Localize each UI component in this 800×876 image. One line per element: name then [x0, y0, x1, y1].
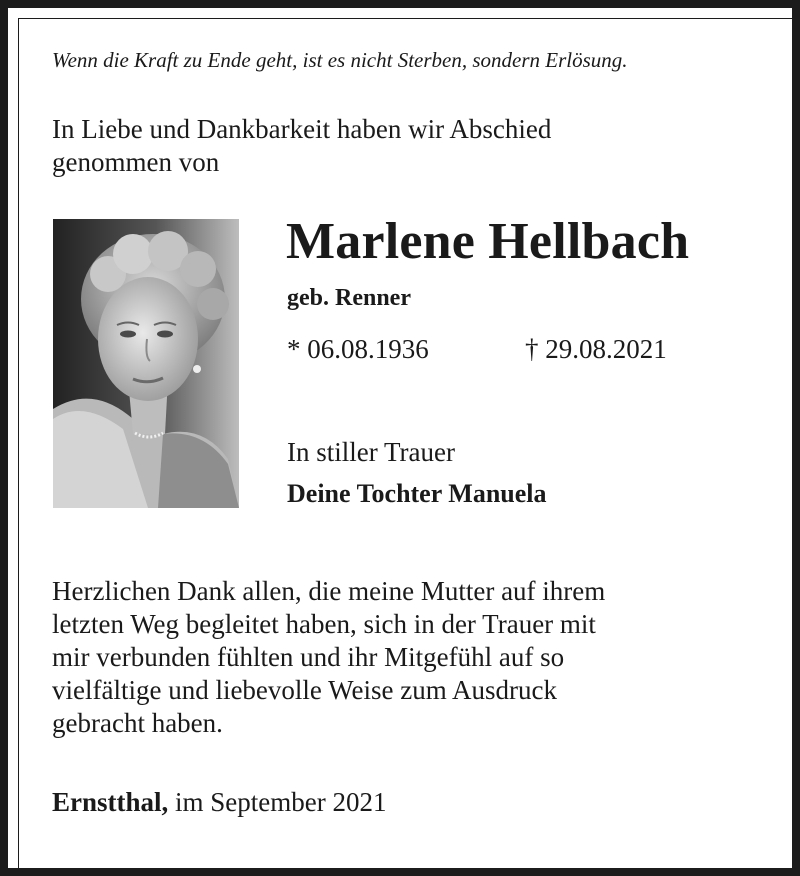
intro-line: In Liebe und Dankbarkeit haben wir Abschied — [52, 114, 552, 144]
deceased-name: Marlene Hellbach — [286, 213, 690, 270]
thanks-line: Herzlichen Dank allen, die meine Mutter auf ihrem — [52, 576, 606, 606]
portrait-photo — [53, 219, 239, 508]
place-date-line — [52, 786, 387, 818]
closing-date: im September 2021 — [168, 787, 387, 817]
portrait-image — [53, 219, 239, 508]
thanks-line: vielfältige und liebevolle Weise zum Ausdruck — [52, 675, 557, 705]
death-date: † 29.08.2021 — [525, 334, 667, 364]
intro-line: genommen von — [52, 147, 220, 177]
place-name: Ernstthal, — [52, 787, 169, 817]
thanks-line: mir verbunden fühlten und ihr Mitgefühl auf so — [52, 642, 565, 672]
motto-quote: Wenn die Kraft zu Ende geht, ist es nicht Sterben, sondern Erlösung. — [52, 48, 628, 72]
mourning-phrase: In stiller Trauer — [287, 437, 455, 467]
mourner-signature: Deine Tochter Manuela — [287, 479, 547, 508]
birth-date: * 06.08.1936 — [287, 334, 429, 364]
birth-name: geb. Renner — [287, 285, 411, 311]
intro-text — [52, 113, 752, 179]
thanks-line: gebracht haben. — [52, 708, 223, 738]
thanks-paragraph — [52, 575, 752, 740]
thanks-line: letzten Weg begleitet haben, sich in der Trauer mit — [52, 609, 596, 639]
